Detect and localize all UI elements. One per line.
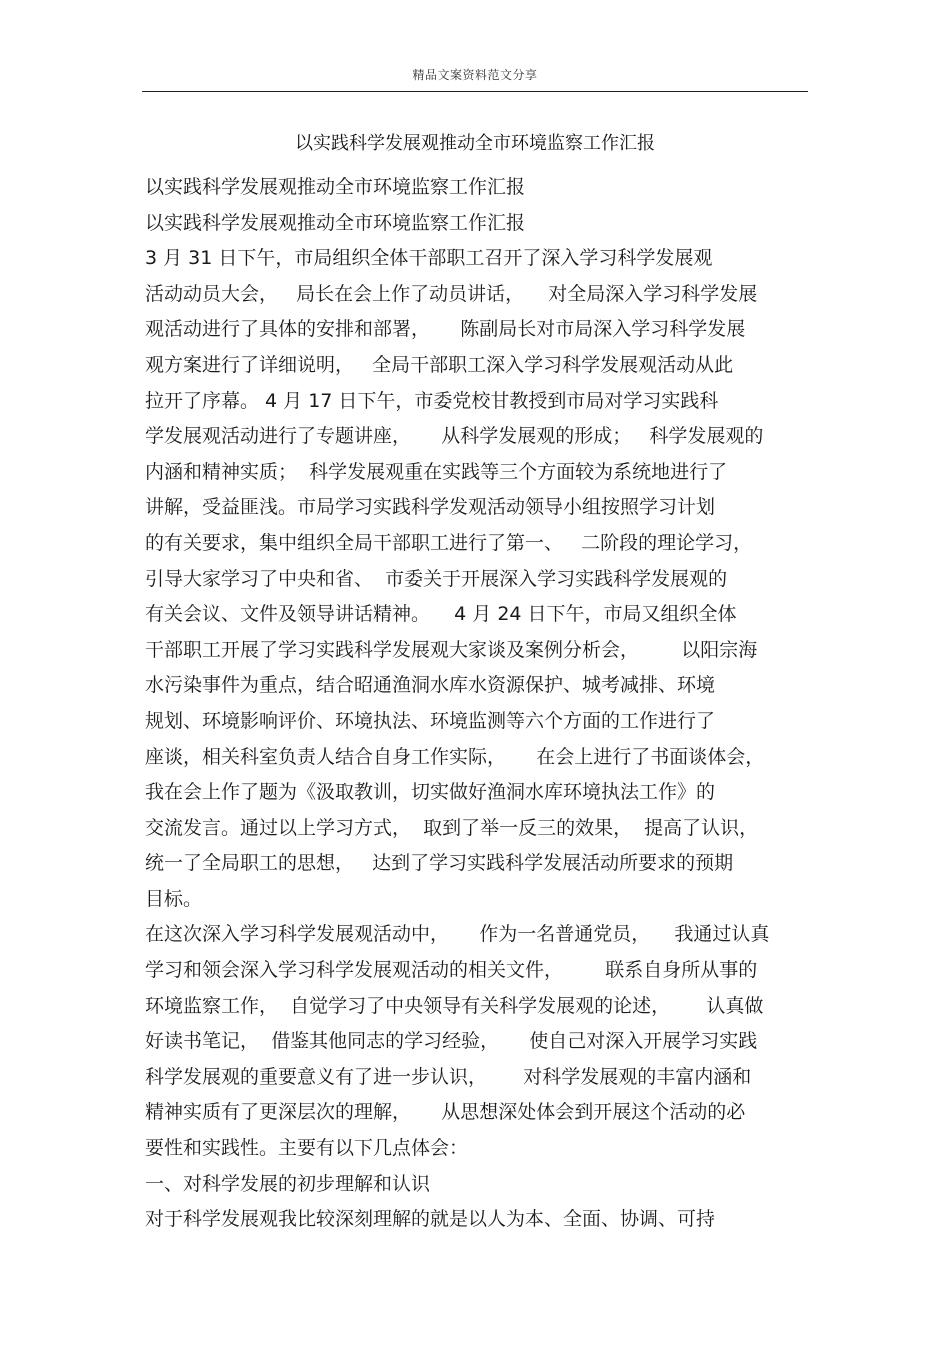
text-line: 内涵和精神实质； 科学发展观重在实践等三个方面较为系统地进行了 — [145, 460, 728, 483]
text-line: 对于科学发展观我比较深刻理解的就是以人为本、全面、协调、可持 — [145, 1208, 716, 1231]
text-line: 科学发展观的重要意义有了进一步认识， 对科学发展观的丰富内涵和 — [145, 1065, 752, 1088]
page-header: 精品文案资料范文分享 — [412, 68, 538, 82]
text-line: 精神实质有了更深层次的理解， 从思想深处体会到开展这个活动的必 — [145, 1101, 746, 1124]
text-line: 好读书笔记， 借鉴其他同志的学习经验， 使自己对深入开展学习实践 — [145, 1030, 758, 1053]
text-line: 一、对科学发展的初步理解和认识 — [145, 1172, 431, 1195]
text-line: 有关会议、文件及领导讲话精神。 4 月 24 日下午，市局又组织全体 — [145, 603, 737, 626]
text-line: 以实践科学发展观推动全市环境监察工作汇报 — [145, 176, 526, 198]
text-line: 引导大家学习了中央和省、 市委关于开展深入学习实践科学发展观的 — [145, 567, 728, 590]
text-line: 我在会上作了题为《汲取教训，切实做好渔洞水库环境执法工作》的 — [145, 781, 716, 804]
header-divider — [142, 91, 808, 92]
text-line: 以实践科学发展观推动全市环境监察工作汇报 — [145, 211, 526, 234]
text-line: 讲解，受益匪浅。市局学习实践科学发观活动领导小组按照学习计划 — [145, 496, 716, 519]
text-line: 座谈，相关科室负责人结合自身工作实际， 在会上进行了书面谈体会， — [145, 745, 765, 768]
text-line: 统一了全局职工的思想， 达到了学习实践科学发展活动所要求的预期 — [145, 852, 734, 875]
text-line: 目标。 — [145, 887, 203, 910]
text-line: 在这次深入学习科学发展观活动中， 作为一名普通党员， 我通过认真 — [145, 923, 770, 946]
document-title: 以实践科学发展观推动全市环境监察工作汇报 — [295, 133, 655, 154]
text-line: 干部职工开展了学习实践科学发展观大家谈及案例分析会， 以阳宗海 — [145, 638, 758, 661]
text-line: 学发展观活动进行了专题讲座， 从科学发展观的形成； 科学发展观的 — [145, 425, 764, 448]
text-line: 的有关要求，集中组织全局干部职工进行了第一、 二阶段的理论学习， — [145, 531, 753, 554]
text-line: 3 月 31 日下午，市局组织全体干部职工召开了深入学习科学发展观 — [145, 247, 713, 270]
text-line: 要性和实践性。主要有以下几点体会： — [145, 1137, 469, 1160]
text-line: 观方案进行了详细说明， 全局干部职工深入学习科学发展观活动从此 — [145, 353, 734, 376]
text-line: 学习和领会深入学习科学发展观活动的相关文件， 联系自身所从事的 — [145, 959, 758, 982]
text-line: 水污染事件为重点，结合昭通渔洞水库水资源保护、城考减排、环境 — [145, 674, 716, 697]
text-line: 观活动进行了具体的安排和部署， 陈副局长对市局深入学习科学发展 — [145, 318, 746, 341]
text-line: 规划、环境影响评价、环境执法、环境监测等六个方面的工作进行了 — [145, 709, 716, 732]
text-line: 环境监察工作， 自觉学习了中央领导有关科学发展观的论述， 认真做 — [145, 994, 764, 1017]
text-line: 拉开了序幕。 4 月 17 日下午，市委党校甘教授到市局对学习实践科 — [145, 389, 719, 412]
text-line: 活动动员大会， 局长在会上作了动员讲话， 对全局深入学习科学发展 — [145, 282, 758, 305]
text-line: 交流发言。通过以上学习方式， 取到了举一反三的效果， 提高了认识， — [145, 816, 759, 839]
document-body — [145, 170, 810, 1238]
